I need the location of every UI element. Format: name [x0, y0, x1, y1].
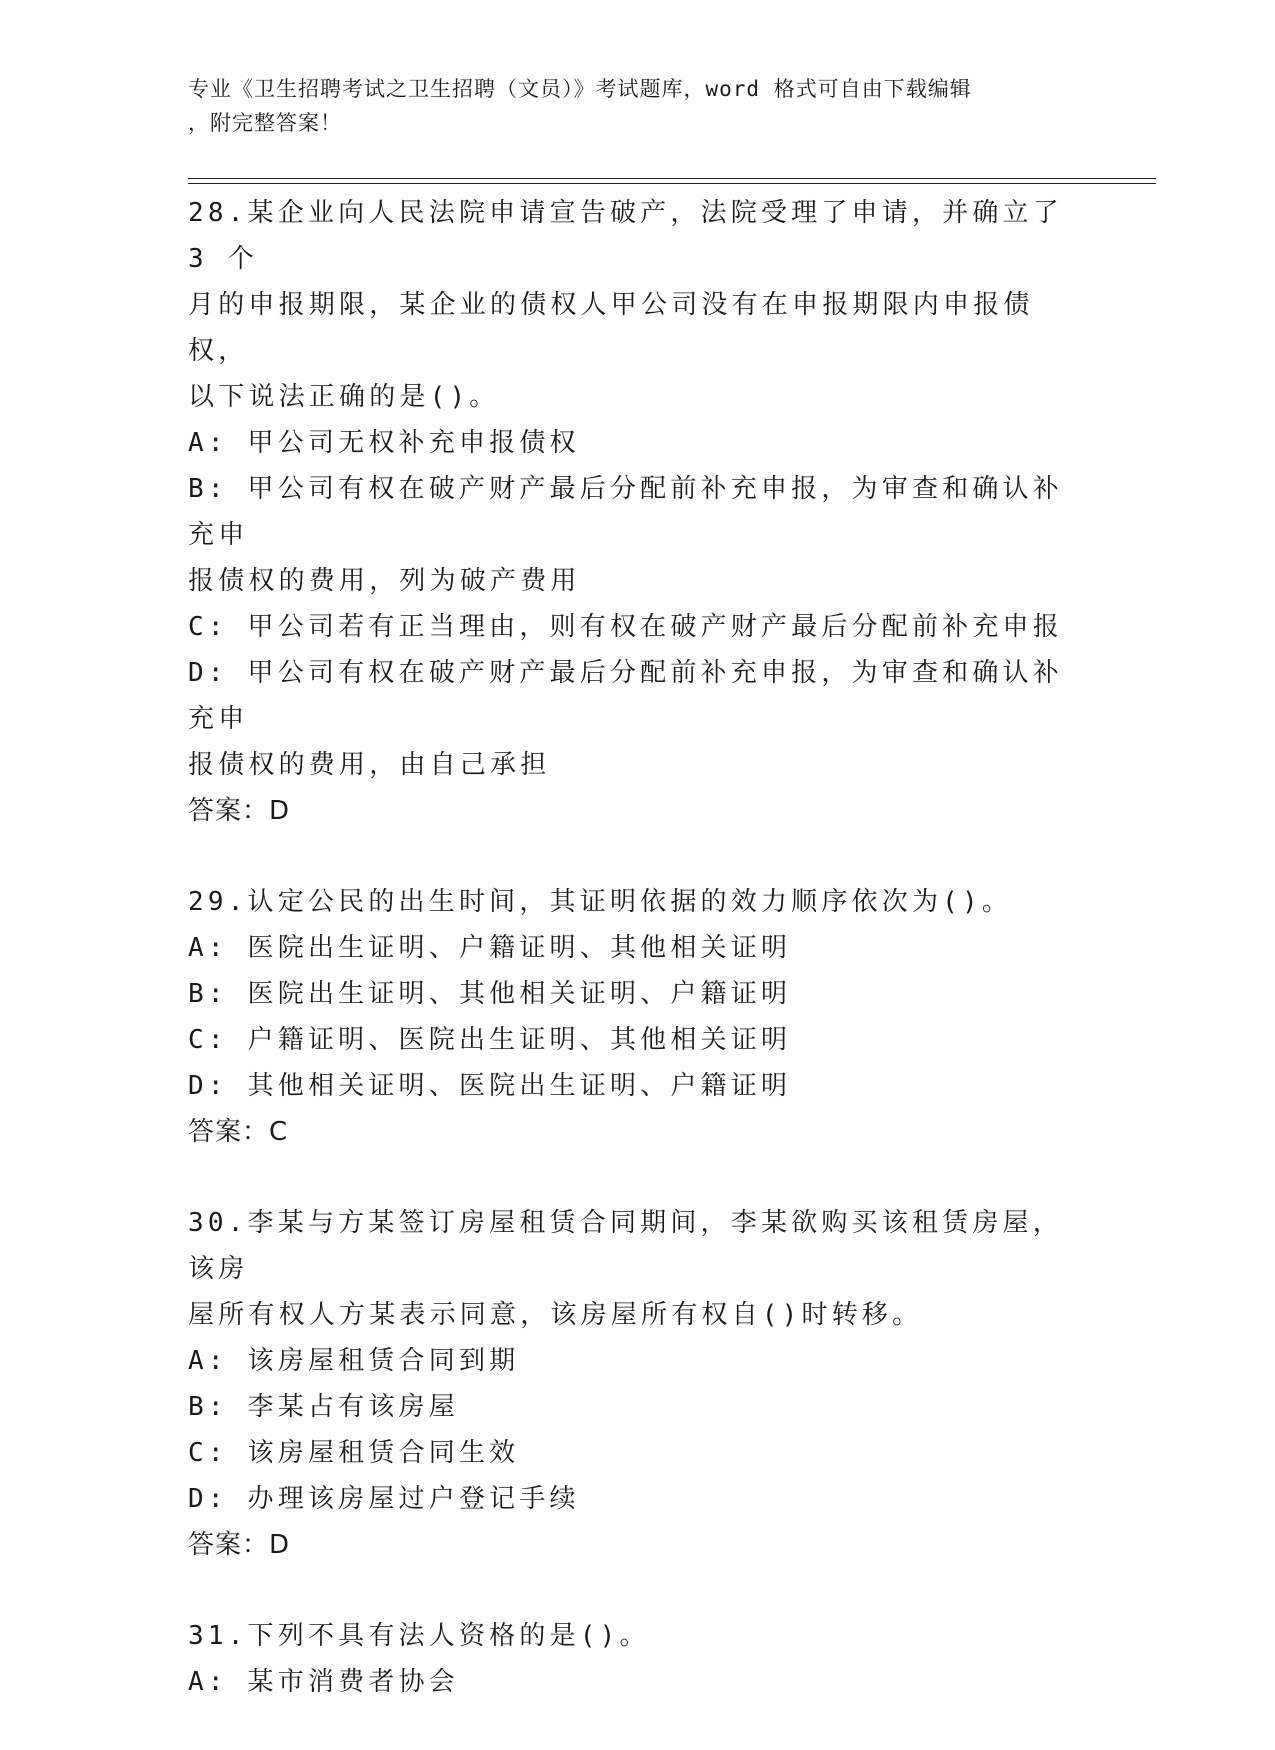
header-line-1: 专业《卫生招聘考试之卫生招聘（文员）》考试题库，word 格式可自由下载编辑: [188, 77, 972, 101]
option-d: D: 甲公司有权在破产财产最后分配前补充申报，为审查和确认补充申: [188, 658, 1063, 734]
answer-label: 答案：C: [188, 1117, 289, 1147]
option-a: A: 甲公司无权补充申报债权: [188, 428, 580, 458]
question-stem-line: 月的申报期限，某企业的债权人甲公司没有在申报期限内申报债权，: [188, 290, 1034, 366]
option-a: A: 某市消费者协会: [188, 1667, 459, 1697]
question-stem-line: 29.认定公民的出生时间，其证明依据的效力顺序依次为()。: [188, 887, 1013, 917]
answer-label: 答案：D: [188, 796, 291, 826]
option-c: C: 户籍证明、医院出生证明、其他相关证明: [188, 1025, 792, 1055]
option-a: A: 该房屋租赁合同到期: [188, 1346, 520, 1376]
option-c: C: 该房屋租赁合同生效: [188, 1438, 520, 1468]
answer-label: 答案：D: [188, 1530, 291, 1560]
option-b: B: 甲公司有权在破产财产最后分配前补充申报，为审查和确认补充申: [188, 474, 1063, 550]
question-list: [188, 190, 1088, 1750]
header-divider-bottom: [188, 183, 1156, 184]
question-stem-line: 31.下列不具有法人资格的是()。: [188, 1621, 650, 1651]
option-d: D: 办理该房屋过户登记手续: [188, 1484, 580, 1514]
question-29: [188, 879, 1088, 1155]
question-stem-line: 30.李某与方某签订房屋租赁合同期间，李某欲购买该租赁房屋，该房: [188, 1208, 1063, 1284]
option-a: A: 医院出生证明、户籍证明、其他相关证明: [188, 933, 792, 963]
document-header: [188, 72, 1068, 140]
question-30: [188, 1200, 1088, 1568]
question-31: [188, 1613, 1088, 1705]
option-b-continued: 报债权的费用，列为破产费用: [188, 566, 581, 596]
header-divider-top: [188, 178, 1156, 179]
header-line-2: ，附完整答案！: [188, 111, 342, 135]
question-stem-line: 以下说法正确的是()。: [188, 382, 500, 412]
question-stem-line: 屋所有权人方某表示同意，该房屋所有权自()时转移。: [188, 1300, 923, 1330]
option-b: B: 医院出生证明、其他相关证明、户籍证明: [188, 979, 792, 1009]
question-stem-line: 28.某企业向人民法院申请宣告破产，法院受理了申请，并确立了 3 个: [188, 198, 1083, 274]
option-c: C: 甲公司若有正当理由，则有权在破产财产最后分配前补充申报: [188, 612, 1063, 642]
option-d: D: 其他相关证明、医院出生证明、户籍证明: [188, 1071, 792, 1101]
option-b: B: 李某占有该房屋: [188, 1392, 459, 1422]
option-d-continued: 报债权的费用，由自己承担: [188, 750, 551, 780]
question-28: [188, 190, 1088, 834]
